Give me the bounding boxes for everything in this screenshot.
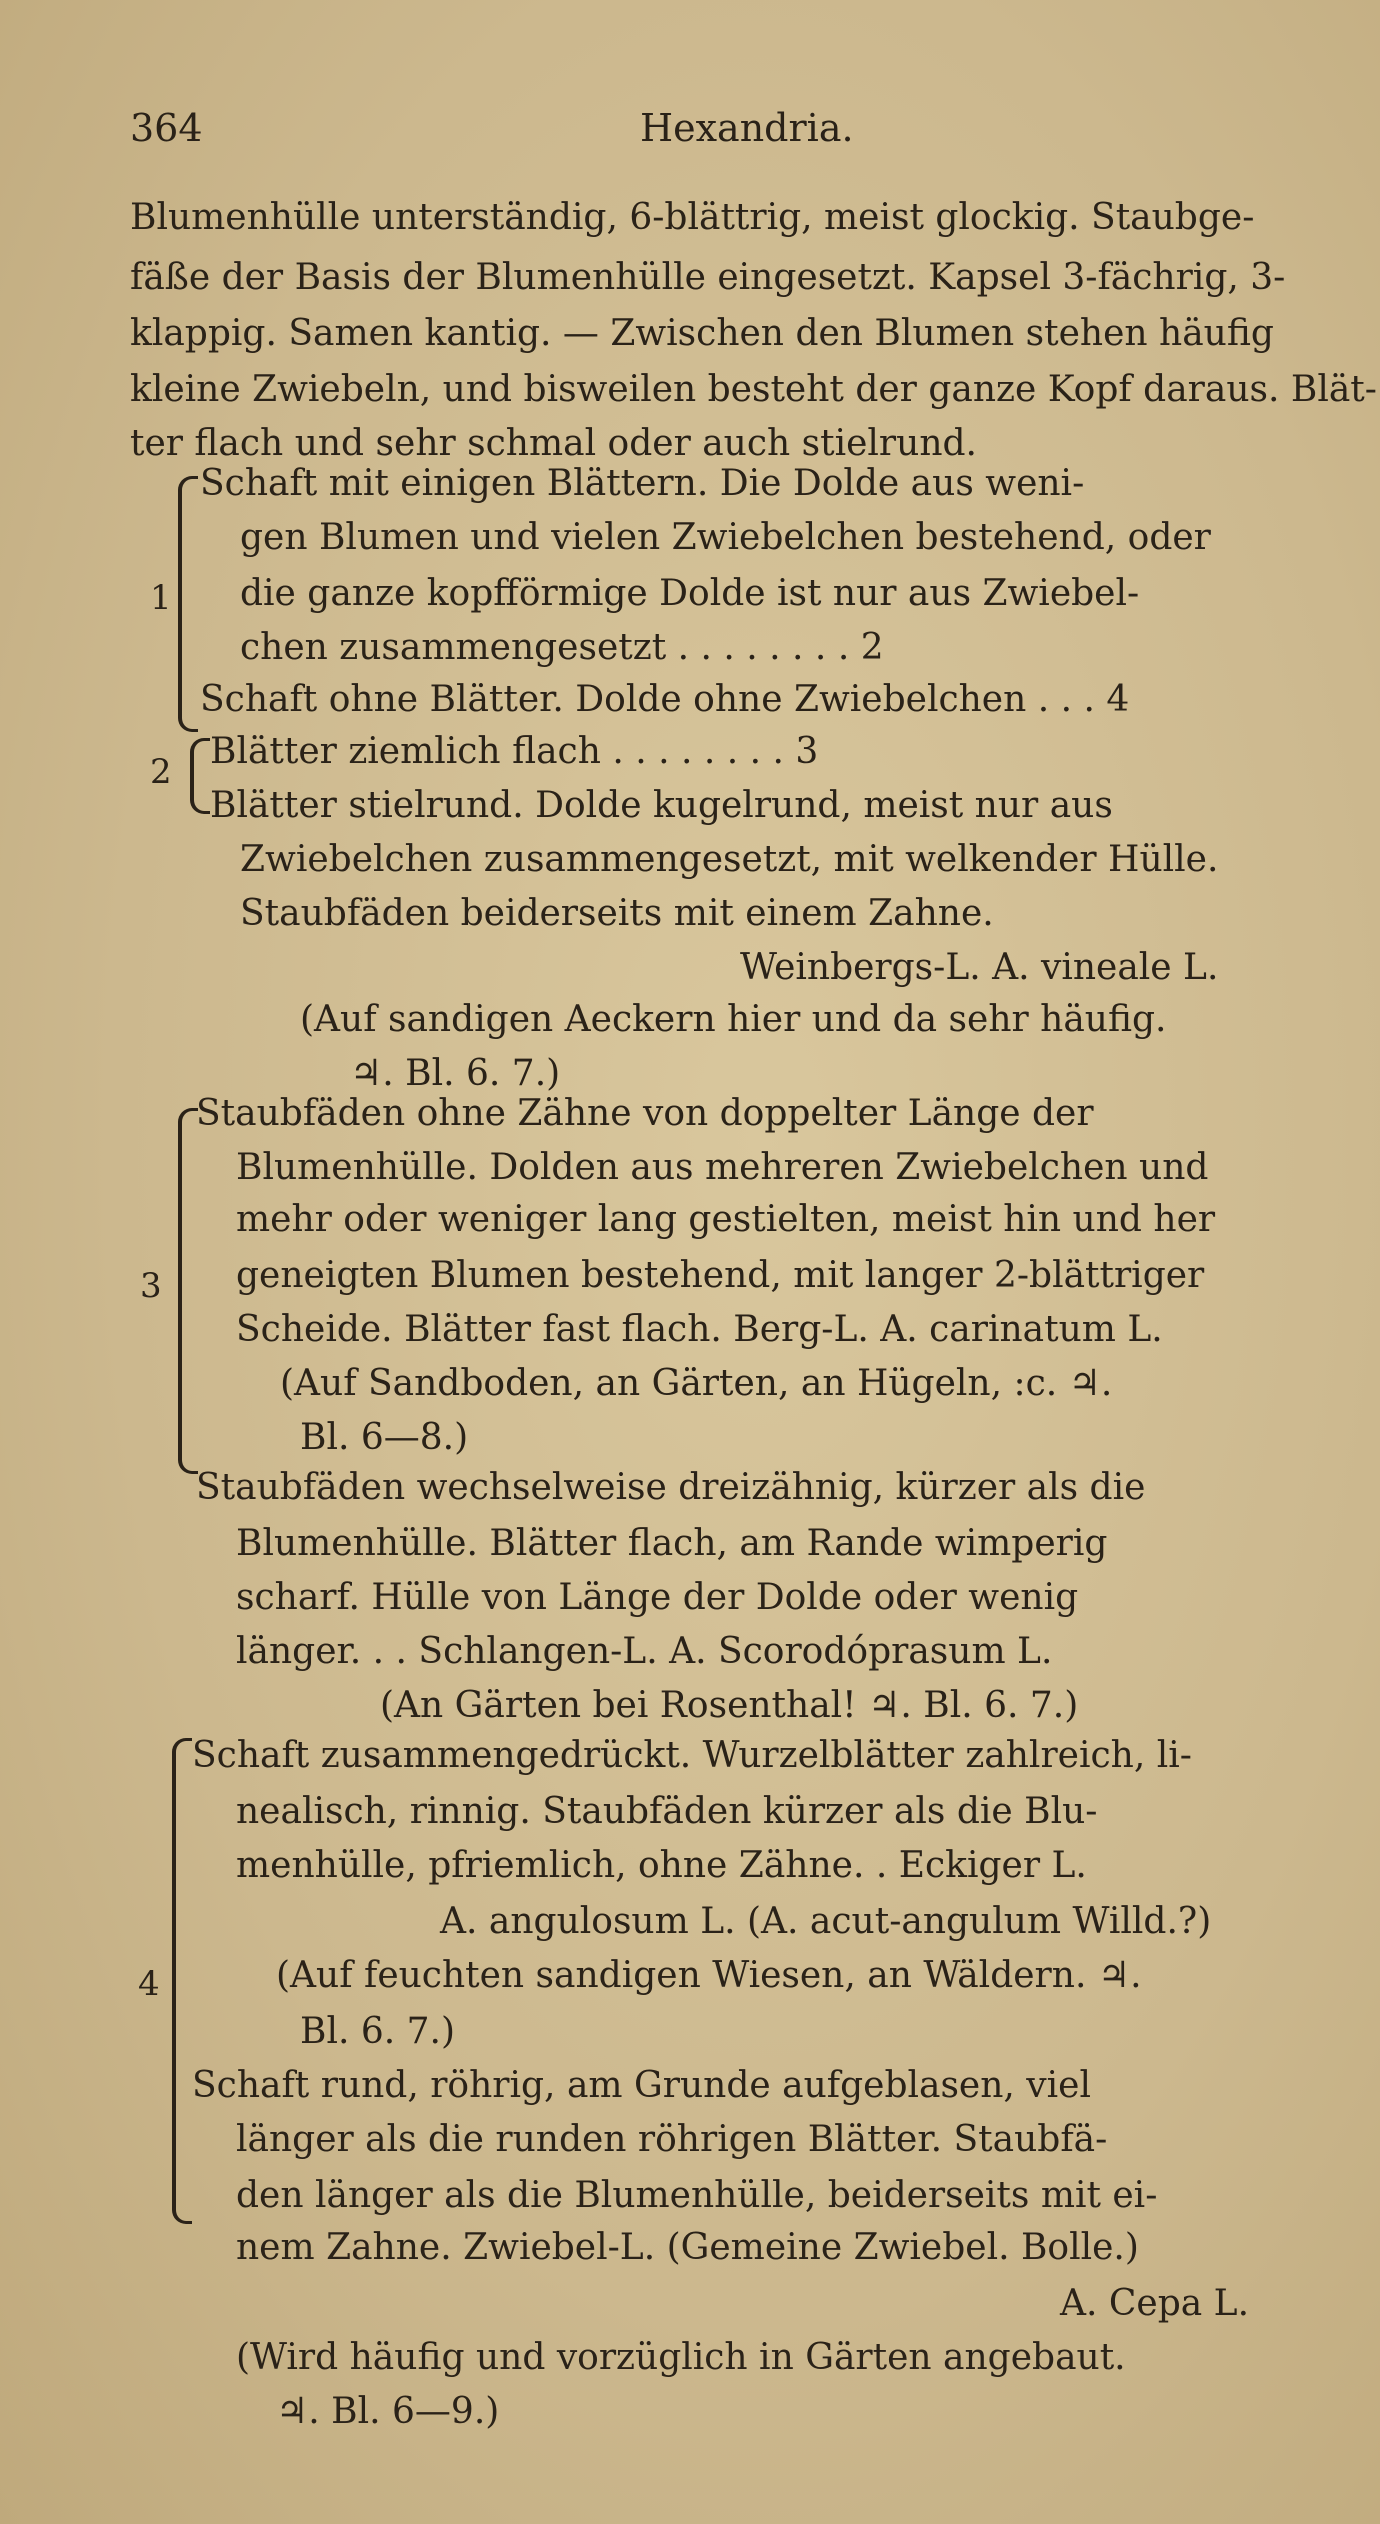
key-number-3: 3 bbox=[140, 1266, 162, 1306]
key-3a-line: Blumenhülle. Dolden aus mehreren Zwiebelchen und bbox=[236, 1147, 1209, 1188]
key-brace-3 bbox=[178, 1108, 198, 1474]
key-1a-line: chen zusammengesetzt . . . . . . . . 2 bbox=[240, 627, 884, 668]
habitat-line: (Wird häufig und vorzüglich in Gärten angebaut. bbox=[236, 2337, 1126, 2378]
key-brace-1 bbox=[178, 476, 198, 732]
key-3a-line: Bl. 6—8.) bbox=[300, 1417, 469, 1458]
key-4a-line: Schaft zusammengedrückt. Wurzelblätter zahlreich, li- bbox=[192, 1735, 1192, 1776]
key-brace-4 bbox=[172, 1738, 192, 2224]
key-4b-line: länger als die runden röhrigen Blätter. Staubfä- bbox=[236, 2119, 1108, 2160]
key-3b-line: (An Gärten bei Rosenthal! ♃. Bl. 6. 7.) bbox=[380, 1685, 1079, 1726]
key-4b-line: nem Zahne. Zwiebel-L. (Gemeine Zwiebel. Bolle.) bbox=[236, 2227, 1139, 2268]
key-2a-line: Blätter ziemlich flach . . . . . . . . 3 bbox=[210, 731, 819, 772]
key-1a-line: gen Blumen und vielen Zwiebelchen bestehend, oder bbox=[240, 517, 1211, 558]
key-3a-line: mehr oder weniger lang gestielten, meist hin und her bbox=[236, 1199, 1216, 1240]
key-3b-line: Blumenhülle. Blätter flach, am Rande wimperig bbox=[236, 1523, 1108, 1564]
intro-line: ter flach und sehr schmal oder auch stielrund. bbox=[130, 423, 978, 464]
key-4a-line: Bl. 6. 7.) bbox=[300, 2011, 456, 2052]
page-number: 364 bbox=[130, 106, 203, 150]
intro-line: klappig. Samen kantig. — Zwischen den Blumen stehen häufig bbox=[130, 313, 1274, 354]
key-3a-line: geneigten Blumen bestehend, mit langer 2-blättriger bbox=[236, 1255, 1205, 1296]
key-number-2: 2 bbox=[150, 752, 172, 792]
species-name: Weinbergs-L. A. vineale L. bbox=[740, 947, 1219, 988]
key-number-4: 4 bbox=[138, 1964, 160, 2004]
key-1a-line: die ganze kopfförmige Dolde ist nur aus Zwiebel- bbox=[240, 573, 1140, 614]
key-3b-line: Staubfäden wechselweise dreizähnig, kürzer als die bbox=[196, 1467, 1146, 1508]
key-4b-line: den länger als die Blumenhülle, beiderseits mit ei- bbox=[236, 2175, 1158, 2216]
key-4b-line: Schaft rund, röhrig, am Grunde aufgeblasen, viel bbox=[192, 2065, 1091, 2106]
key-3a-line: Scheide. Blätter fast flach. Berg-L. A. carinatum L. bbox=[236, 1309, 1163, 1350]
habitat-line: ♃. Bl. 6—9.) bbox=[276, 2391, 500, 2432]
key-2b-line: Zwiebelchen zusammengesetzt, mit welkender Hülle. bbox=[240, 839, 1219, 880]
key-number-1: 1 bbox=[150, 578, 172, 618]
key-2b-line: Staubfäden beiderseits mit einem Zahne. bbox=[240, 893, 994, 934]
key-4a-line: menhülle, pfriemlich, ohne Zähne. . Eckiger L. bbox=[236, 1845, 1087, 1886]
running-title: Hexandria. bbox=[640, 106, 854, 150]
key-4a-line: A. angulosum L. (A. acut-angulum Willd.?) bbox=[440, 1901, 1212, 1942]
habitat-line: ♃. Bl. 6. 7.) bbox=[350, 1053, 561, 1094]
key-brace-2 bbox=[190, 738, 210, 814]
intro-line: fäße der Basis der Blumenhülle eingesetzt. Kapsel 3-fächrig, 3- bbox=[130, 257, 1286, 298]
key-1a-line: Schaft mit einigen Blättern. Die Dolde aus weni- bbox=[200, 463, 1085, 504]
key-1b-line: Schaft ohne Blätter. Dolde ohne Zwiebelchen . . . 4 bbox=[200, 679, 1130, 720]
key-4a-line: (Auf feuchten sandigen Wiesen, an Wäldern. ♃. bbox=[276, 1955, 1142, 1996]
key-3b-line: scharf. Hülle von Länge der Dolde oder wenig bbox=[236, 1577, 1079, 1618]
key-3a-line: Staubfäden ohne Zähne von doppelter Länge der bbox=[196, 1093, 1094, 1134]
intro-line: kleine Zwiebeln, und bisweilen besteht der ganze Kopf daraus. Blät- bbox=[130, 369, 1377, 410]
key-3b-line: länger. . . Schlangen-L. A. Scorodóprasum L. bbox=[236, 1631, 1053, 1672]
key-2b-line: Blätter stielrund. Dolde kugelrund, meist nur aus bbox=[210, 785, 1113, 826]
species-name: A. Cepa L. bbox=[1060, 2283, 1250, 2324]
intro-line: Blumenhülle unterständig, 6-blättrig, meist glockig. Staubge- bbox=[130, 197, 1255, 238]
habitat-line: (Auf sandigen Aeckern hier und da sehr häufig. bbox=[300, 999, 1167, 1040]
key-4a-line: nealisch, rinnig. Staubfäden kürzer als die Blu- bbox=[236, 1791, 1098, 1832]
key-3a-line: (Auf Sandboden, an Gärten, an Hügeln, :c. ♃. bbox=[280, 1363, 1113, 1404]
